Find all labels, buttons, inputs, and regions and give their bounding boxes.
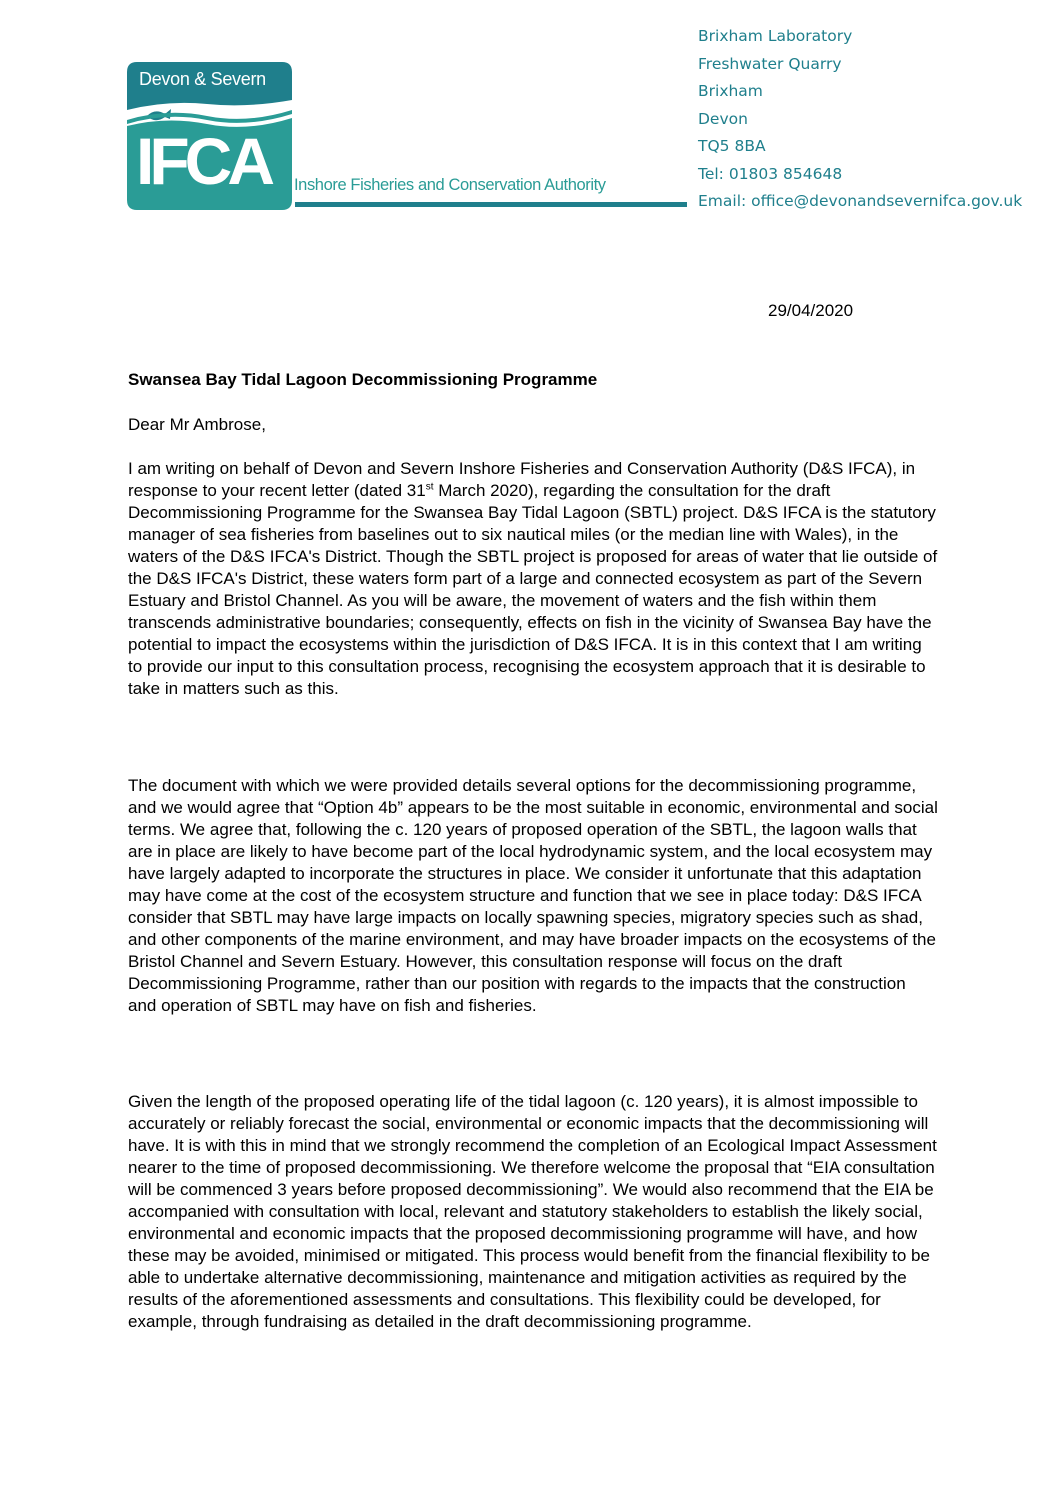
paragraph-1-part-b: March 2020), regarding the consultation for the draft Decommissioning Programme for the Swansea Bay Tidal Lagoon (SBTL) project. D&S IFCA is the statutory manager of sea fisheries from baselines out to six nautical miles (or the median line with Wales), in the waters of the D&S IFCA's District. Though the SBTL project is proposed for areas of water that lie outside of the D&S IFCA's District, these waters form part of a large and connected ecosystem as part of the Severn Estuary and Bristol Channel. As you will be aware, the movement of waters and the fish within them transcends administrative boundaries; consequently, effects on fish in the vicinity of Swansea Bay have the potential to impact the ecosystems within the jurisdiction of D&S IFCA. It is in this context that I am writing to provide our input to this consultation process, recognising the ecosystem approach that it is desirable to take in matters such as this. [128, 481, 938, 698]
paragraph-1 [128, 458, 938, 700]
logo-top-label: Devon & Severn [139, 69, 266, 89]
address-line: Brixham Laboratory [698, 27, 853, 45]
address-line: Devon [698, 109, 748, 128]
paragraph-2: The document with which we were provided details several options for the decommissioning programme, and we would agree that “Option 4b” appears to be the most suitable in economic, environmental and social terms. We agree that, following the c. 120 years of proposed operation of the SBTL, the lagoon walls that are in place are likely to have become part of the local hydrodynamic system, and the local ecosystem may have largely adapted to incorporate the structures in place. We consider it unfortunate that this adaptation may have come at the cost of the ecosystem structure and function that we see in place today: D&S IFCA consider that SBTL may have large impacts on locally spawning species, migratory species such as shad, and other components of the marine environment, and may have broader impacts on the ecosystems of the Bristol Channel and Severn Estuary. However, this consultation response will focus on the draft Decommissioning Programme, rather than our position with regards to the impacts that the construction and operation of SBTL may have on fish and fisheries. [128, 776, 938, 1015]
address-email: Email: office@devonandsevernifca.gov.uk [698, 192, 1023, 210]
letter-salutation: Dear Mr Ambrose, [128, 415, 266, 434]
address-block [698, 24, 1048, 217]
ordinal-suffix: st [425, 481, 434, 493]
letter-date: 29/04/2020 [768, 301, 854, 320]
paragraph-3: Given the length of the proposed operating life of the tidal lagoon (c. 120 years), it is almost impossible to accurately or reliably forecast the social, environmental or economic impacts that the decommissioning will have. It is with this in mind that we strongly recommend the completion of an Ecological Impact Assessment nearer to the time of proposed decommissioning. We therefore welcome the proposal that “EIA consultation will be commenced 3 years before proposed decommissioning”. We would also recommend that the EIA be accompanied with consultation with local, relevant and statutory stakeholders to establish the likely social, environmental and economic impacts that the proposed decommissioning programme will have, and how these may be avoided, minimised or mitigated. This process would benefit from the financial flexibility to be able to undertake alternative decommissioning, maintenance and mitigation activities as required by the results of the aforementioned assessments and consultations. This flexibility could be developed, for example, through fundraising as detailed in the draft decommissioning programme. [128, 1092, 937, 1331]
logo-ifca-text: IFCA [136, 124, 270, 198]
address-line: Freshwater Quarry [698, 54, 842, 73]
address-phone: Tel: 01803 854648 [698, 164, 843, 183]
logo-subtitle: Inshore Fisheries and Conservation Authority [294, 176, 606, 194]
address-line: TQ5 8BA [698, 137, 766, 155]
paragraph-1-part-a: I am writing on behalf of Devon and Severn Inshore Fisheries and Conservation Authority (D&S IFCA), in response to your recent letter (dated 31 [128, 459, 916, 500]
address-line: Brixham [698, 82, 763, 100]
letter-subject: Swansea Bay Tidal Lagoon Decommissioning Programme [128, 370, 598, 389]
